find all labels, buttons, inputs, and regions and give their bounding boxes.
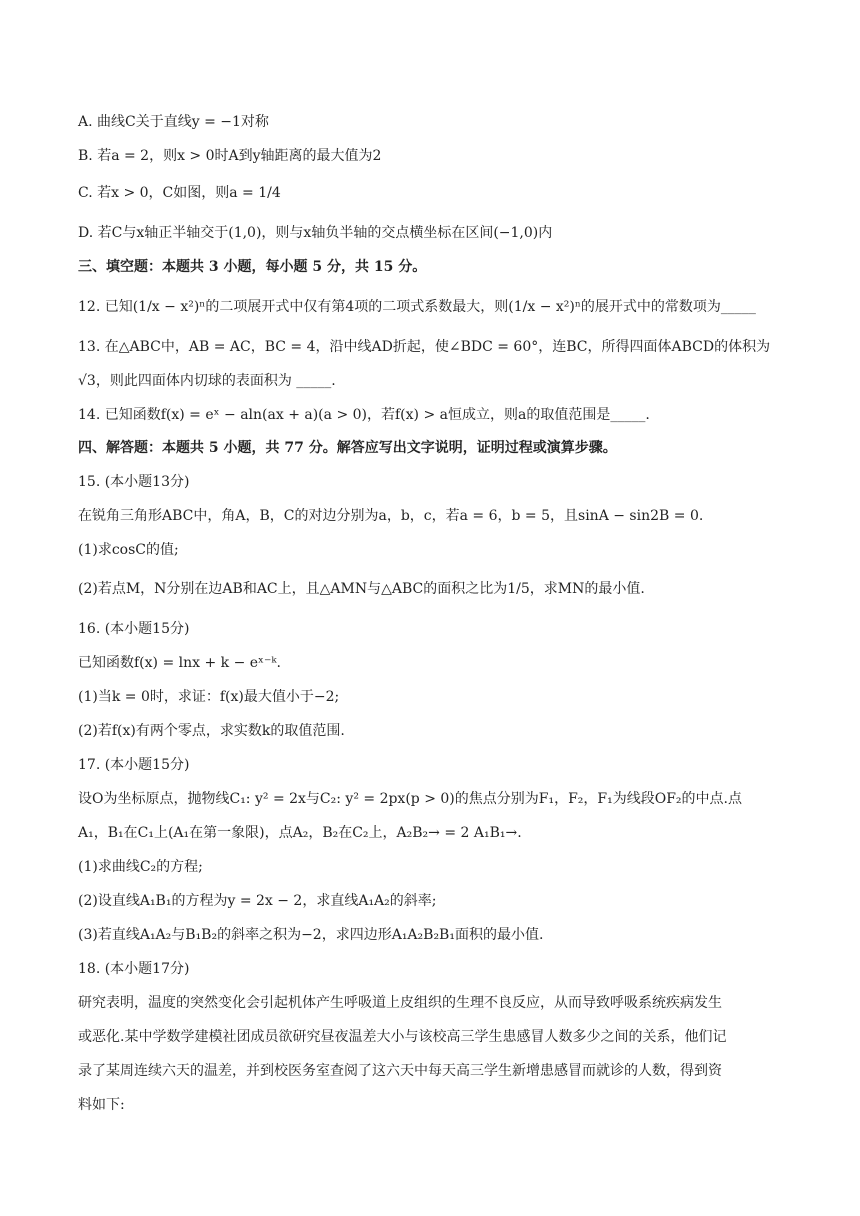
question-16-stem: 已知函数f(x) = lnx + k − eˣ⁻ᵏ.	[78, 655, 281, 671]
question-18-para-line4: 料如下:	[78, 1097, 125, 1113]
question-13-line1: 13. 在△ABC中，AB = AC，BC = 4，沿中线AD折起，使∠BDC = 60°，连BC，所得四面体ABCD的体积为	[78, 339, 771, 355]
section-4-heading: 四、解答题：本题共 5 小题，共 77 分。解答应写出文字说明，证明过程或演算步骤。	[78, 440, 617, 456]
question-18-heading: 18. (本小题17分)	[78, 961, 190, 977]
question-18-para-line3: 录了某周连续六天的温差，并到校医务室查阅了这六天中每天高三学生新增患感冒而就诊的人数，得到资	[78, 1063, 722, 1079]
question-16-part2: (2)若f(x)有两个零点，求实数k的取值范围.	[78, 723, 345, 739]
question-18-para-line1: 研究表明，温度的突然变化会引起机体产生呼吸道上皮组织的生理不良反应，从而导致呼吸系统疾病发生	[78, 995, 722, 1011]
question-17-stem-line2: A₁，B₁在C₁上(A₁在第一象限)，点A₂，B₂在C₂上，A₂B₂→ = 2 A₁B₁→.	[78, 825, 522, 841]
question-16-heading: 16. (本小题15分)	[78, 621, 190, 637]
section-3-heading: 三、填空题：本题共 3 小题，每小题 5 分，共 15 分。	[78, 259, 427, 275]
question-15-stem: 在锐角三角形ABC中，角A，B，C的对边分别为a，b，c，若a = 6，b = 5，且sinA − sin2B = 0.	[78, 508, 704, 524]
option-d: D. 若C与x轴正半轴交于(1,0)，则与x轴负半轴的交点横坐标在区间(−1,0)内	[78, 225, 553, 241]
question-17-stem-line1: 设O为坐标原点，抛物线C₁: y² = 2x与C₂: y² = 2px(p > 0)的焦点分别为F₁，F₂，F₁为线段OF₂的中点.点	[78, 791, 742, 807]
question-17-part1: (1)求曲线C₂的方程;	[78, 859, 203, 875]
question-15-part2: (2)若点M，N分别在边AB和AC上，且△AMN与△ABC的面积之比为1/5，求MN的最小值.	[78, 581, 645, 597]
option-c: C. 若x > 0，C如图，则a = 1/4	[78, 185, 281, 201]
question-15-heading: 15. (本小题13分)	[78, 474, 190, 490]
question-12: 12. 已知(1/x − x²)ⁿ的二项展开式中仅有第4项的二项式系数最大，则(1/x − x²)ⁿ的展开式中的常数项为_____	[78, 299, 756, 315]
question-16-part1: (1)当k = 0时，求证：f(x)最大值小于−2;	[78, 689, 340, 705]
question-13-line2: √3，则此四面体内切球的表面积为 _____.	[78, 373, 336, 389]
question-15-part1: (1)求cosC的值;	[78, 542, 179, 558]
question-17-part3: (3)若直线A₁A₂与B₁B₂的斜率之积为−2，求四边形A₁A₂B₂B₁面积的最小值.	[78, 927, 544, 943]
question-14: 14. 已知函数f(x) = eˣ − aln(ax + a)(a > 0)，若f(x) > a恒成立，则a的取值范围是_____.	[78, 407, 650, 423]
option-a: A. 曲线C关于直线y = −1对称	[78, 114, 269, 130]
question-17-part2: (2)设直线A₁B₁的方程为y = 2x − 2，求直线A₁A₂的斜率;	[78, 893, 437, 909]
question-18-para-line2: 或恶化.某中学数学建模社团成员欲研究昼夜温差大小与该校高三学生患感冒人数多少之间的关系，他们记	[78, 1029, 727, 1045]
option-b: B. 若a = 2，则x > 0时A到y轴距离的最大值为2	[78, 148, 382, 164]
question-17-heading: 17. (本小题15分)	[78, 757, 190, 773]
